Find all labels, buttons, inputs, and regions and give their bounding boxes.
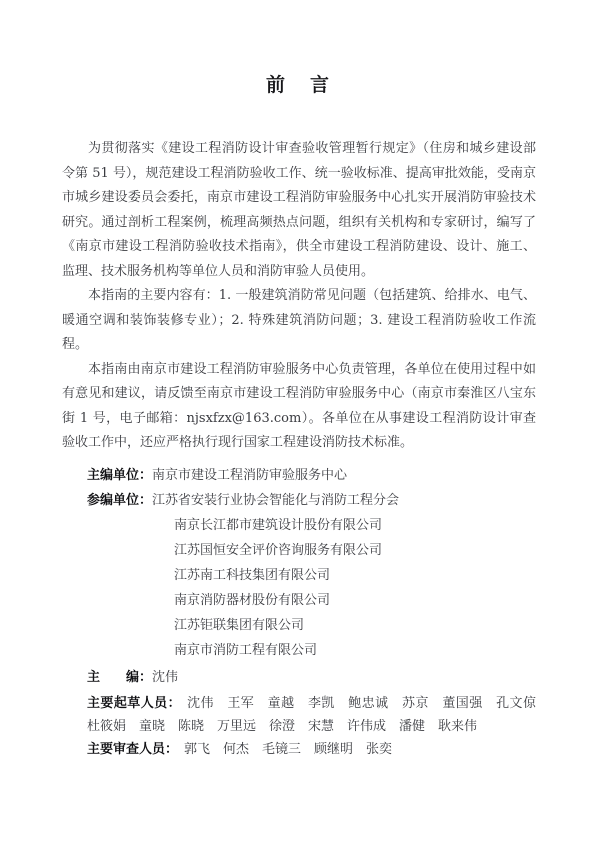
chief-unit-row [87, 463, 536, 488]
co-unit-item: 南京市消防工程有限公司 [174, 642, 318, 658]
page-title: 前 言 [265, 74, 332, 96]
reviewers-row [87, 738, 536, 761]
paragraph-management: 本指南由南京市建设工程消防审验服务中心负责管理，各单位在使用过程中如有意见和建议，请反馈至南京市建设工程消防审验服务中心（南京市秦淮区八宝东街 1 号，电子邮箱：njsxfzx@163.com）。各单位在从事建设工程消防设计审查验收工作中，还应严格执行现行国家工程建设消防技术标准。 [62, 361, 536, 450]
co-units-label: 参编单位： [87, 492, 153, 508]
reviewers-names: 郭飞 何杰 毛镜三 顾继明 张奕 [184, 741, 393, 757]
chief-editor-name: 沈伟 [152, 669, 179, 685]
co-unit-item: 江苏钜联集团有限公司 [174, 617, 305, 633]
chief-editor-row [87, 665, 536, 690]
paragraph-intro: 为贯彻落实《建设工程消防设计审查验收管理暂行规定》（住房和城乡建设部令第 51 号），规范建设工程消防验收工作、统一验收标准、提高审批效能，受南京市城乡建设委员会委托，南京市建设工程消防审验服务中心扎实开展消防审验技术研究。通过剖析工程案例，梳理高频热点问题，组织有关机构和专家研讨，编写了《南京市建设工程消防验收技术指南》，供全市建设工程消防建设、设计、施工、监理、技术服务机构等单位人员和消防审验人员使用。 [62, 141, 536, 279]
drafters-label: 主要起草人员： [87, 695, 182, 711]
co-unit-item: 江苏南工科技集团有限公司 [174, 567, 331, 583]
chief-editor-label: 主 编： [87, 669, 153, 685]
co-unit-item: 江苏省安装行业协会智能化与消防工程分会 [152, 492, 400, 508]
paragraph-contents: 本指南的主要内容有：1. 一般建筑消防常见问题（包括建筑、给排水、电气、暖通空调和装饰装修专业）；2. 特殊建筑消防问题；3. 建设工程消防验收工作流程。 [62, 288, 536, 352]
chief-unit-label: 主编单位： [87, 467, 153, 483]
co-unit-item: 南京消防器材股份有限公司 [174, 592, 331, 608]
credits-block [62, 463, 549, 761]
drafters-names: 沈伟 王军 童越 李凯 鲍忠诚 苏京 董国强 孔文倞 杜筱娟 童晓 陈晓 万里远 徐澄 宋慧 许伟成 潘健 耿来伟 [87, 695, 549, 734]
co-unit-item: 南京长江都市建筑设计股份有限公司 [174, 517, 383, 533]
co-unit-item: 江苏国恒安全评价咨询服务有限公司 [174, 542, 383, 558]
chief-unit-value: 南京市建设工程消防审验服务中心 [152, 467, 348, 483]
reviewers-label: 主要审查人员： [87, 741, 179, 757]
drafters-row [87, 692, 549, 738]
co-units-row [87, 488, 536, 513]
